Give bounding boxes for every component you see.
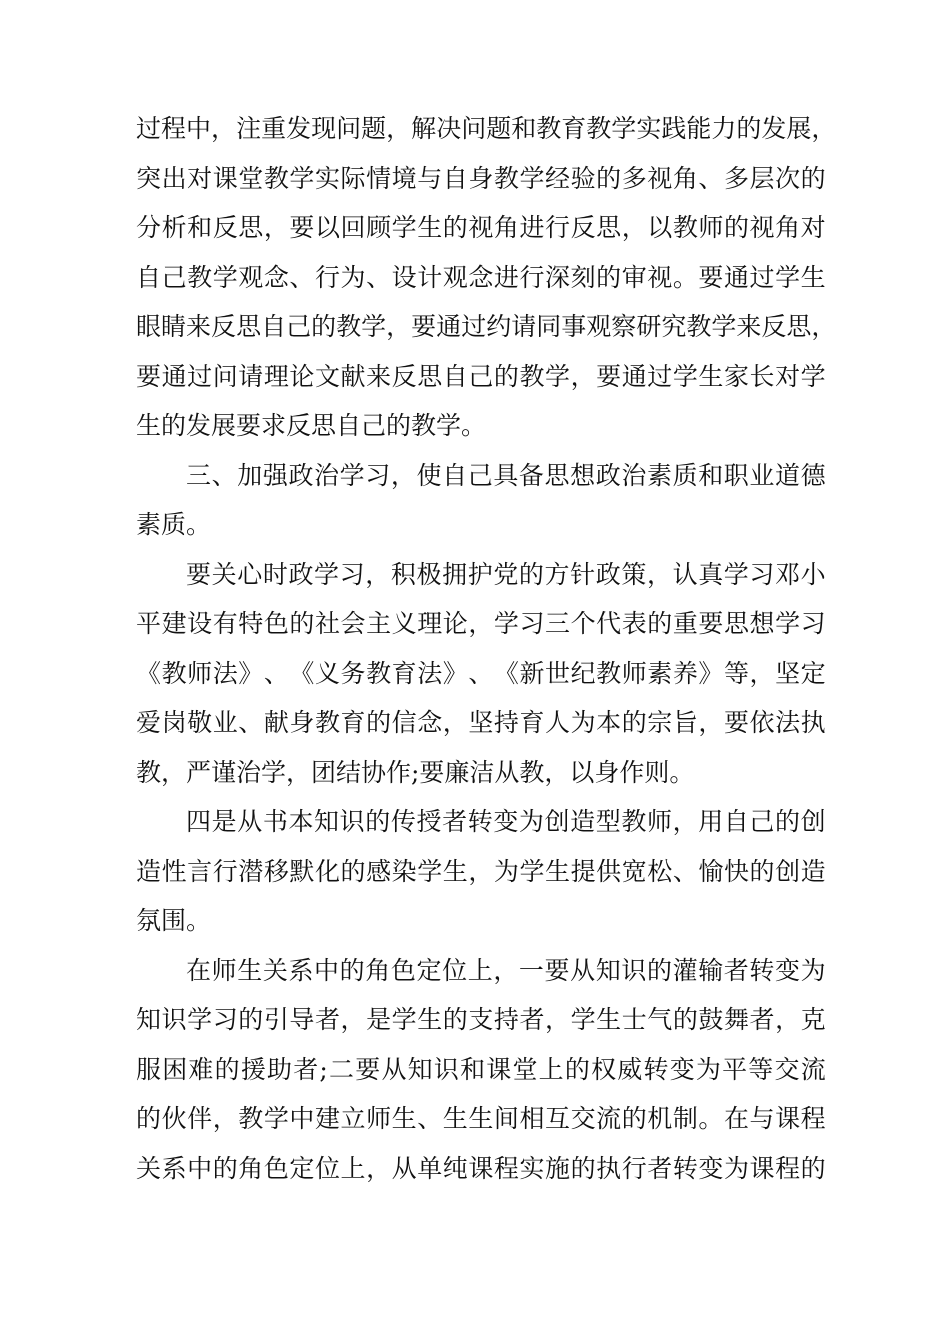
text-line: 突 出 对 课 堂 教 学 实 际 情 境 与 自 身 教 学 经 验 的 多 视 角 、 多 层 次 的	[136, 163, 826, 193]
text-line: 要 通 过 问 请 理 论 文 献 来 反 思 自 己 的 教 学 ， 要 通 过 学 生 家 长 对 学	[136, 361, 826, 391]
text-line: 教，严谨治学，团结协作;要廉洁从教，以身作则。	[136, 757, 695, 787]
text-line: 素质。	[136, 510, 212, 539]
text-line: 的 伙 伴 ， 教 学 中 建 立 师 生 、 生 生 间 相 互 交 流 的 机 制 。 在 与 课 程	[136, 1104, 826, 1133]
text-line: 《 教 师 法 》 、 《 义 务 教 育 法 》 、 《 新 世 纪 教 师 素 养 》 等 ， 坚 定	[136, 658, 826, 688]
text-line: 眼 睛 来 反 思 自 己 的 教 学 ， 要 通 过 约 请 同 事 观 察 研 究 教 学 来 反 思 ，	[136, 312, 837, 341]
text-line: 平 建 设 有 特 色 的 社 会 主 义 理 论 ， 学 习 三 个 代 表 的 重 要 思 想 学 习	[136, 609, 826, 638]
text-line: 氛围。	[136, 906, 212, 935]
text-line: 造 性 言 行 潜 移 默 化 的 感 染 学 生 ， 为 学 生 提 供 宽 松 、 愉 快 的 创 造	[136, 856, 826, 886]
text-line: 在 师 生 关 系 中 的 角 色 定 位 上 ， 一 要 从 知 识 的 灌 输 者 转 变 为	[186, 955, 826, 985]
text-line: 过 程 中 ， 注 重 发 现 问 题 ， 解 决 问 题 和 教 育 教 学 实 践 能 力 的 发 展 ，	[136, 114, 837, 143]
text-line: 关 系 中 的 角 色 定 位 上 ， 从 单 纯 课 程 实 施 的 执 行 者 转 变 为 课 程 的	[136, 1153, 826, 1183]
text-line: 要 关 心 时 政 学 习 ， 积 极 拥 护 党 的 方 针 政 策 ， 认 真 学 习 邓 小	[186, 559, 826, 589]
text-line: 四 是 从 书 本 知 识 的 传 授 者 转 变 为 创 造 型 教 师 ， 用 自 己 的 创	[186, 807, 826, 836]
document-body	[136, 104, 837, 1193]
text-line: 知 识 学 习 的 引 导 者 ， 是 学 生 的 支 持 者 ， 学 生 士 气 的 鼓 舞 者 ， 克	[136, 1005, 826, 1034]
text-line: 分 析 和 反 思 ， 要 以 回 顾 学 生 的 视 角 进 行 反 思 ， 以 教 师 的 视 角 对	[136, 213, 826, 242]
text-line: 爱 岗 敬 业 、 献 身 教 育 的 信 念 ， 坚 持 育 人 为 本 的 宗 旨 ， 要 依 法 执	[136, 708, 826, 737]
text-line: 三 、 加 强 政 治 学 习 ， 使 自 己 具 备 思 想 政 治 素 质 和 职 业 道 德	[186, 460, 826, 490]
text-line: 生的发展要求反思自己的教学。	[136, 411, 487, 440]
text-line: 服 困 难 的 援 助 者 ; 二 要 从 知 识 和 课 堂 上 的 权 威 转 变 为 平 等 交 流	[136, 1054, 826, 1084]
text-line: 自 己 教 学 观 念 、 行 为 、 设 计 观 念 进 行 深 刻 的 审 视 。 要 通 过 学 生	[136, 262, 826, 292]
